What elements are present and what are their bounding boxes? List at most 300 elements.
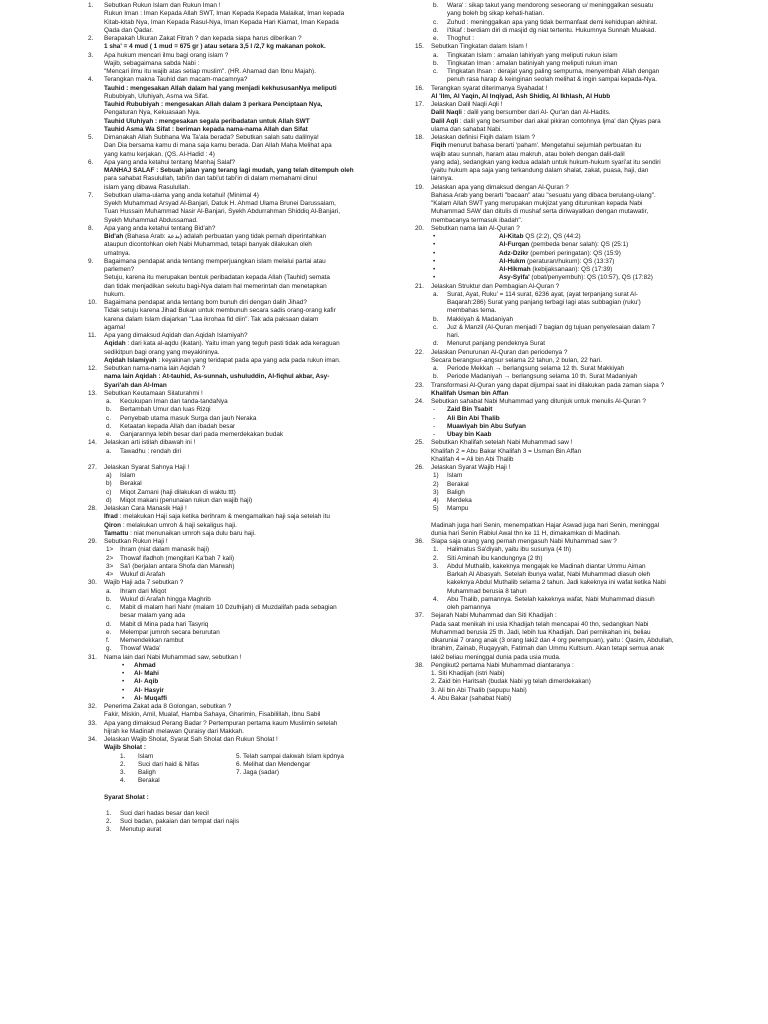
wajib-row — [104, 777, 362, 785]
sub-marker: a. — [433, 365, 439, 372]
question-number: 34. — [88, 736, 97, 743]
sub-item: e. Ganjarannya lebih besar dari pada memerdekakan budak — [106, 431, 284, 438]
question-line: laki2 beliau meninggal dunia pada usia muda. — [431, 653, 561, 661]
question-line: agama! — [104, 323, 126, 331]
question-line: yang kamu kerjakan. (QS. Al-Hadid : 4) — [104, 150, 215, 158]
wajib-row — [104, 753, 362, 761]
question-line: Terangkan makna Tauhid dan macam-macamnya? — [104, 76, 248, 84]
question-line: Bid'ah (Bahasa Arab: بدعة) adalah perbuatan yang tidak pernah diperintahkan — [104, 233, 327, 240]
sub-marker: 1) — [433, 472, 439, 480]
question-number: 22. — [415, 348, 424, 356]
bullet-icon: • — [122, 678, 125, 686]
question-line: hijrah ke Madinah melawan Quraisy dari Makkah. — [104, 727, 244, 735]
question-line: Siapa saja orang yang pernah mengasuh Nabi Muhammad saw ? — [431, 538, 617, 545]
dash-text: Zaid Bin Tsabit — [447, 406, 493, 414]
question-line: Jelaskan arti istilah dibawah ini ! — [104, 439, 196, 447]
sub-marker: c. — [433, 323, 438, 331]
question-line — [104, 373, 362, 381]
sub-item: b. Periode Madaniyah → berlangsung selama 10 th. Surat Madaniyah — [433, 373, 638, 381]
section-gap — [415, 514, 755, 522]
wajib-item-2: 7. Jaga (sadar) — [236, 769, 279, 776]
question-number: 36. — [415, 538, 424, 545]
left-column — [88, 2, 362, 835]
question-item — [88, 505, 362, 538]
question-line: Rububiyah, Uluhiyah, Asma wa Sifat. — [104, 92, 209, 100]
question-line: Sejarah Nabi Muhammad dan Siti Khadijah : — [431, 612, 557, 620]
right-column — [415, 2, 755, 703]
sub-marker: 3> — [106, 562, 114, 570]
sub-marker: g. — [106, 645, 112, 653]
sub-item: penuh rasa harap & keinginan seolah melihat & ingin sampai kepada-Nya. — [447, 76, 657, 84]
question-line: Apa yang anda ketahui tentang Manhaj Salaf? — [104, 158, 236, 166]
question-line: Sebutkan ulama-ulama yang anda ketahui! (Minimal 4) — [104, 191, 259, 199]
question-number: 15. — [415, 43, 424, 51]
sub-marker: d) — [106, 496, 112, 504]
question-item — [88, 464, 362, 505]
sub-item: b. Bertambah Umur dan luas Rizqi — [106, 406, 211, 414]
question-line: hukum. — [104, 290, 125, 298]
sub-item: Baqarah:286) Surat yang panjang terbagi lagi atas subbagian (ruku') — [447, 299, 641, 306]
question-line: Bagaimana pendapat anda tentang memperjuangkan islam melalui partai atau — [104, 257, 326, 265]
question-item — [415, 184, 755, 225]
bullet-icon: • — [433, 241, 436, 249]
question-number: 28. — [88, 505, 97, 512]
sub-marker: a. — [106, 587, 112, 595]
bullet-icon: • — [433, 249, 436, 257]
sub-item: c. Zuhud : meninggalkan apa yang tidak bermanfaat demi kehidupan akhirat. — [433, 18, 658, 26]
bullet-item — [104, 695, 362, 703]
question-number: 3. — [88, 51, 94, 59]
question-line: Wajib Haji ada 7 sebutkan ? — [104, 579, 184, 587]
question-number: 27. — [88, 463, 97, 471]
wajib-num: 2. — [120, 760, 126, 768]
sub-item: c. Juz & Manzil (Al-Quran menjadi 7 bagian dg tujuan penyelesaian dalam 7 — [433, 323, 656, 331]
bullet-item: • Adz-Dzikr (pemberi peringatan): QS (15:9) — [433, 249, 621, 257]
sub-marker: a. — [106, 398, 112, 405]
syarat-num: 2. — [106, 818, 112, 825]
question-item — [415, 382, 755, 399]
bullet-icon: • — [122, 670, 125, 677]
sub-item: 4. Abu Thalib, pamannya. Setelah kakeknya wafat, Nabi Muhammad diasuh — [433, 595, 655, 603]
sub-item: a) Islam — [106, 472, 136, 479]
bullet-term: Al-Kitab — [499, 233, 524, 240]
question-line: Secara berangsur-angsur selama 22 tahun, 2 bulan, 22 hari. — [431, 356, 602, 364]
spacer — [104, 786, 362, 794]
bold-label: Dalil Aqli — [431, 117, 459, 125]
question-line — [104, 126, 362, 134]
bullet-icon: • — [122, 694, 125, 702]
question-line: sedikitpun bagi orang yang meyakininya. — [104, 348, 220, 356]
syarat-title — [104, 794, 362, 802]
question-line: Pengikut2 pertama Nabi Muhammad diantaranya : — [431, 661, 574, 669]
sub-marker: 3. — [433, 562, 439, 570]
sub-marker: b. — [433, 2, 439, 9]
sub-marker: a. — [433, 51, 439, 59]
sub-item: d. Mabit di Mina pada hari Tasyriq — [106, 620, 209, 628]
wajib-item-2 — [236, 777, 362, 785]
question-line: ulama dan sahabat Nabi. — [431, 125, 503, 133]
question-line: Penerima Zakat ada 8 Golongan, sebutkan ? — [104, 703, 232, 710]
question-line: Apa hukum mencari ilmu bagi orang islam ? — [104, 51, 229, 59]
question-item — [415, 2, 755, 43]
question-line: Bahasa Arab yang berarti "bacaan" atau "sesuatu yang dibaca berulang-ulang". — [431, 191, 656, 199]
question-item — [415, 225, 755, 283]
question-number: 25. — [415, 439, 424, 447]
sub-item: e. Melempar jumroh secara berurutan — [106, 628, 220, 636]
question-line: Pengaturan Nya, Kekuasaan Nya. — [104, 109, 201, 117]
bullet-item: • Asy-Syifa' (obat/penyembuh): QS (10:57), QS (17:82) — [433, 274, 653, 282]
question-line — [104, 43, 362, 51]
question-item — [88, 2, 362, 35]
question-number: 18. — [415, 134, 424, 141]
question-item — [415, 134, 755, 184]
question-line: 3. Ali bin Abi Thalib (sepupu Nabi) — [431, 686, 527, 694]
question-line: "Mencari ilmu itu wajib atas setiap muslim". (HR. Ahamad dan Ibnu Majah). — [104, 68, 316, 75]
sub-marker: d. — [433, 26, 439, 34]
bold-label: Ifrad — [104, 513, 118, 521]
bold-label: Tamattu — [104, 529, 129, 537]
sub-item: 1> Ihram (niat dalam manasik haji) — [106, 546, 210, 554]
question-item — [88, 35, 362, 52]
dash-item — [431, 423, 755, 431]
sub-item: b. Makkiyah & Madaniyah — [433, 315, 514, 323]
sub-marker: 4) — [433, 497, 439, 504]
question-item — [88, 332, 362, 365]
question-line: 2. Zaid bin Haritsah (budak Nabi yg telah dimerdekakan) — [431, 678, 591, 686]
question-line — [104, 167, 362, 175]
sub-item: b) Berakal — [106, 480, 142, 488]
question-item — [88, 736, 362, 835]
bold-text: 1 sha' = 4 mud ( 1 mud = 675 gr ) atau setara 3,5 l /2,7 kg makanan pokok. — [104, 43, 326, 51]
sub-item: a. Tingkatan Islam : amalan lahiriyah yang meliputi rukun islam — [433, 51, 618, 59]
bullet-item — [104, 678, 362, 686]
bullet-item — [104, 670, 362, 678]
question-line: ataupun dicontohkan oleh Nabi Muhammad, tetapi banyak dilakukan oleh — [104, 241, 312, 249]
question-item — [415, 398, 755, 439]
spacer — [104, 802, 362, 810]
sub-marker: 2> — [106, 554, 114, 562]
sub-marker: c) — [106, 488, 112, 496]
question-line: Jelaskan definisi Fiqih dalam Islam ? — [431, 134, 536, 141]
question-item — [88, 390, 362, 440]
bullet-icon: • — [433, 266, 436, 273]
question-line: Transformasi Al-Quran yang dapat dijumpai saat ini dilakukan pada zaman siapa ? — [431, 381, 665, 389]
dash-marker: - — [433, 422, 436, 430]
question-line: Apa yang anda ketahui tentang Bid'ah? — [104, 224, 216, 232]
question-line: Tamattu : niat menunaikan umroh saja dulu baru haji. — [104, 529, 256, 537]
sub-item: membahas tema. — [447, 307, 497, 315]
question-item — [88, 76, 362, 134]
question-line: Rukun Iman : Iman Kepada Allah SWT, Iman Kepada Kepada Malaikat, Iman kepada — [104, 10, 345, 18]
question-item — [415, 538, 755, 612]
bold-text: Syarat Sholat : — [104, 793, 149, 801]
sub-item: c. Tingkatan Ihsan : derajat yang paling sempurna, menyembah Allah dengan — [433, 68, 660, 75]
question-line: Apa yang dimaksud Perang Badar ? Pertempuran pertama kaum Muslimin setelah — [104, 719, 338, 727]
question-line: Dalil Naqli : dalil yang bersumber dari Al- Qur'an dan Al-Hadits. — [431, 109, 611, 117]
question-line: Tidak setuju karena Jihad Bukan untuk membunuh secara sadis orang-orang kafir — [104, 307, 336, 315]
bullet-icon: • — [122, 686, 125, 694]
question-line: Khalifah 2 = Abu Bakar Khalifah 3 = Usman Bin Affan — [431, 447, 582, 455]
sub-item: d. Menurut panjang pendeknya Surat — [433, 340, 546, 348]
question-number: 13. — [88, 389, 97, 397]
dash-item — [431, 431, 755, 439]
question-line: Jelaskan Syarat Wajib Haji ! — [431, 464, 511, 471]
question-line: Apa yang dimaksud Aqidah dan Aqidah Islamiyah? — [104, 332, 248, 339]
bullet-icon: • — [433, 257, 436, 265]
bullet-text: Al- Hasyir — [134, 686, 164, 694]
question-line — [104, 744, 362, 752]
question-line: Fakir, Miskin, Amil, Mualaf, Hamba Sahaya, Gharimin, Fisabilillah, Ibnu Sabil — [104, 711, 321, 719]
dash-marker: - — [433, 431, 436, 438]
question-line: Muhammad berusia 25 th. Jadi, lebih tua Khadijah. Dari pernikahan ini, beliau — [431, 628, 651, 636]
sub-item: g. Thowaf Wada' — [106, 645, 161, 653]
question-number: 10. — [88, 299, 97, 306]
question-number: 9. — [88, 257, 94, 265]
question-number: 14. — [88, 439, 97, 447]
question-line: karena dalam Islam diajarkan "Laa ikrohaa fid diin". Tak ada paksaan dalam — [104, 315, 319, 323]
question-number: 19. — [415, 183, 424, 191]
sub-marker: b. — [433, 59, 439, 67]
question-number: 8. — [88, 224, 94, 232]
question-line: Jelaskan Syarat Sahnya Haji ! — [104, 463, 190, 471]
sub-item: a. Ihram dari Miqot — [106, 587, 167, 595]
wajib-row — [104, 761, 362, 769]
question-line: Madinah juga hari Senin, menempatkan Hajar Aswad juga hari Senin, meninggal — [431, 521, 660, 529]
question-line: Nama lain dari Nabi Muhammad saw, sebutkan ! — [104, 653, 242, 661]
bold-text: nama lain Aqidah : At-tauhid, As-sunnah, ushuluddin, Al-fiqhul akbar, Asy- — [104, 373, 330, 381]
bold-text: Al 'Ilm, Al Yaqin, Al Inqiyad, Ash Shidiq, Al Ikhlash, Al Hubb — [431, 92, 611, 100]
question-number: 5. — [88, 134, 94, 141]
sub-item: besar malam yang ada — [120, 612, 186, 620]
question-number: 11. — [88, 332, 97, 339]
question-line: Sebutkan nama-nama lain Aqidah ? — [104, 365, 206, 372]
wajib-item: Berakal — [138, 777, 160, 785]
bullet-icon: • — [122, 661, 125, 669]
sub-item: oleh pamannya — [447, 604, 491, 611]
question-number: 23. — [415, 381, 424, 389]
sub-marker: a) — [106, 472, 112, 479]
bullet-item — [104, 662, 362, 670]
sub-marker: d. — [433, 340, 439, 348]
question-line: Kitab-kitab Nya, Iman Kepada Rasul-Nya, Iman Kepada Hari Kiamat, Iman Kepada — [104, 18, 339, 26]
bold-label: Aqidah Islamiyah — [104, 356, 157, 364]
sub-item: 4> Wukuf di Arafah — [106, 571, 165, 578]
question-line: Sebutkan nama lain Al-Quran ? — [431, 224, 520, 232]
sub-item: b. Wara' : sikap takut yang mendorong seseorang u/ meninggalkan sesuatu — [433, 2, 654, 9]
question-number: 4. — [88, 76, 94, 84]
question-number: 20. — [415, 224, 424, 232]
sub-marker: b. — [106, 595, 112, 603]
bold-text: MANHAJ SALAF : Sebuah jalan yang terang lagi mudah, yang telah ditempuh oleh — [104, 167, 354, 174]
bullet-text: Al- Aqib — [134, 678, 159, 686]
sub-marker: c. — [433, 68, 438, 75]
question-number: 29. — [88, 538, 97, 545]
question-line: Dalil Aqli : dalil yang bersumber dari akal pikiran contohnya Ijma' dan Qiyas para — [431, 117, 661, 125]
sub-item: b. Wukuf di Arafah hingga Maghrib — [106, 595, 211, 603]
question-line: Jelaskan Penurunan Al-Quran dan periodenya ? — [431, 348, 568, 356]
bold-label: Qiron — [104, 521, 122, 529]
question-line: Muhammad SAW dan ditulis di mushaf serta diriwayatkan dengan mutawatir, — [431, 208, 649, 216]
sub-marker: c. — [106, 604, 111, 611]
question-number: 26. — [415, 464, 424, 471]
dash-item — [431, 406, 755, 414]
question-item — [415, 464, 755, 514]
sub-marker: b. — [433, 315, 439, 323]
sub-item: 1. Halimatus Sa'diyah, yaitu ibu susunya (4 th) — [433, 546, 572, 554]
question-item — [415, 522, 755, 539]
question-number: 21. — [415, 282, 424, 290]
question-line: Jelaskan Cara Manasik Haji ! — [104, 505, 187, 512]
bullet-text: Al- Mahi — [134, 670, 159, 677]
sub-item: c) Miqot Zamani (haji dilakukan di waktu ttt) — [106, 488, 236, 496]
question-number: 16. — [415, 84, 424, 92]
question-line: dikaruniai 7 orang anak (3 orang laki2 dan 4 org perempuan), yaitu : Qasim, Abdullah, — [431, 637, 674, 644]
sub-item: 3> Sa'i (berjalan antara Shofa dan Marwah) — [106, 562, 235, 570]
sub-item: d. Ketaatan kepada Allah dan ibadah besar — [106, 422, 236, 430]
wajib-item: Islam — [138, 752, 154, 760]
dash-marker: - — [433, 406, 436, 414]
question-item — [88, 258, 362, 299]
sub-item: d) Miqot makani (penunaian rukun dan wajib haji) — [106, 496, 253, 504]
bold-text: Tauhid Uluhiyah : mengesakan segala peribadatan untuk Allah SWT — [104, 117, 310, 125]
question-item — [415, 439, 755, 464]
sub-item: f. Memendekkan rambut — [106, 637, 184, 644]
sub-marker: b) — [106, 480, 112, 488]
bold-label: Bid'ah — [104, 233, 124, 240]
question-line: Jelaskan Wajib Sholat, Syarat Sah Sholat dan Rukun Sholat ! — [104, 736, 278, 743]
sub-marker: 2. — [433, 554, 439, 562]
question-line: Sebutkan sahabat Nabi Muhammad yang ditunjuk untuk menulis Al-Quran ? — [431, 398, 646, 405]
question-item — [88, 134, 362, 159]
bullet-term: Al-Furqan — [499, 241, 530, 249]
question-line: Dimanakah Allah Subhana Wa Ta'ala berada? Sebutkan salah satu dalilnya! — [104, 134, 319, 141]
sub-marker: 5) — [433, 505, 439, 513]
question-line: Aqidah Islamiyah : keyakinan yang teridapat pada apa yang ada pada rukun iman. — [104, 356, 341, 364]
question-number: 7. — [88, 191, 94, 199]
question-item — [88, 159, 362, 192]
syarat-item: 3. Menutup aurat — [106, 826, 162, 834]
question-number: 12. — [88, 365, 97, 372]
question-number: 38. — [415, 661, 424, 669]
question-number: 2. — [88, 35, 94, 42]
question-line: Qiron : melakukan umroh & haji sekaligus haji. — [104, 521, 237, 529]
bullet-term: Al-Hukm — [499, 257, 526, 265]
question-line: "Kalam Allah SWT yang merupakan mukjizat yang diturunkan kepada Nabi — [431, 200, 643, 207]
sub-marker: a. — [433, 290, 439, 298]
question-number: 32. — [88, 703, 97, 710]
bullet-text: Al- Muqaffi — [134, 694, 168, 702]
question-line: Syekh Muhammad Arsyad Al-Banjari, Datuk H. Ahmad Ulama Brunei Darussalam, — [104, 200, 336, 207]
question-line — [104, 382, 362, 390]
bold-label: Fiqih — [431, 142, 447, 150]
sub-marker: f. — [106, 637, 110, 644]
wajib-row — [104, 769, 362, 777]
question-item — [415, 101, 755, 134]
question-item — [88, 225, 362, 258]
dash-item — [431, 415, 755, 423]
bullet-item: • Al-Hukm (peraturan/hukum): QS (13:37) — [433, 257, 615, 265]
question-line: Khalifah 4 = Ali bin Abi Thalib — [431, 455, 514, 463]
dash-text: Ali Bin Abi Thalib — [447, 414, 500, 422]
sub-marker: 1> — [106, 546, 114, 554]
question-number: 6. — [88, 158, 94, 166]
question-line: parlemen? — [104, 266, 135, 273]
sub-item: 2. Siti Aminah ibu kandungnya (2 th) — [433, 554, 543, 562]
bullet-icon: • — [433, 233, 436, 240]
question-item — [88, 538, 362, 579]
question-number: 37. — [415, 612, 424, 620]
sub-item: 3) Baligh — [433, 488, 465, 496]
question-line: Sebutkan Rukun Haji ! — [104, 538, 168, 545]
question-number: 24. — [415, 398, 424, 405]
section-gap — [88, 456, 362, 464]
question-line: Jelaskan Struktur dan Pembagian Al-Quran ? — [431, 282, 560, 290]
question-item — [415, 349, 755, 382]
question-item — [88, 654, 362, 704]
sub-item: Barkah Al Abasyah. Setelah ibunya wafat, Nabi Muhammad diasuh oleh — [447, 571, 651, 578]
sub-item: 3. Abdul Muthalib, kakeknya mengajak ke Madinah diantar Ummu Aiman — [433, 562, 646, 570]
question-number: 1. — [88, 2, 94, 9]
bold-text: Wajib Sholat : — [104, 744, 147, 752]
bullet-item: • Al-Hikmah (kebijaksanaan): QS (17:39) — [433, 266, 613, 273]
question-item — [88, 365, 362, 390]
question-line: umatnya. — [104, 249, 131, 257]
question-item — [88, 720, 362, 737]
syarat-num: 3. — [106, 826, 112, 834]
wajib-item-2: 6. Melihat dan Mendengar — [236, 760, 311, 768]
wajib-num: 1. — [120, 752, 126, 760]
bullet-text: Ahmad — [134, 661, 156, 669]
question-line: Terangkan syarat diterimanya Syahadat ! — [431, 84, 548, 92]
sub-item: Muhammad berusia 8 tahun — [447, 587, 527, 595]
question-item — [415, 612, 755, 662]
bold-text: Tauhid : mengesakan Allah dalam hal yang menjadi kekhususanNya meliputi — [104, 84, 337, 92]
sub-item: 4) Merdeka — [433, 497, 472, 504]
wajib-num: 3. — [120, 769, 126, 776]
wajib-num: 4. — [120, 777, 126, 785]
bold-text: Khalifah Usman bin Affan — [431, 389, 509, 397]
syarat-item: 2. Suci badan, pakaian dan tempat dari najis — [106, 818, 240, 825]
question-line: Fiqih menurut bahasa berarti 'paham'. Mengetahui sejumlah perbuatan itu — [431, 142, 642, 150]
sub-marker: b. — [106, 406, 112, 414]
question-line: Qada dan Qadar. — [104, 26, 154, 34]
question-line: Sebutkan Keutamaan Silaturahmi ! — [104, 389, 203, 397]
bullet-item: • Al-Furqan (pembeda benar salah): QS (25:1) — [433, 241, 629, 249]
question-item — [88, 52, 362, 77]
sub-item: hari. — [447, 332, 460, 339]
dash-text: Ubay bin Kaab — [447, 431, 492, 438]
question-number: 30. — [88, 579, 97, 587]
question-line: wajib atau sunnah, haram atau makruh, atau boleh dengan dalil-dalil — [431, 150, 625, 158]
question-line: islam yang dibawa Rasulullah. — [104, 183, 190, 191]
sub-item: a. Tawadhu : rendah diri — [106, 447, 182, 455]
sub-item: b. Tingkatan Iman : amalan batiniyah yang meliputi rukun iman — [433, 59, 618, 67]
question-item — [415, 283, 755, 349]
question-line: Sebutkan Tingkatan dalam Islam ! — [431, 43, 528, 51]
bold-label: Aqidah — [104, 340, 126, 348]
question-line: Ibrahim, Zainab, Ruqayyah, Fatimah dan Ummu Kultsum. Akan tetapi semua anak — [431, 645, 665, 653]
question-line: Berapakah Ukuran Zakat Fitrah ? dan kepada siapa harus diberikan ? — [104, 35, 302, 42]
question-line — [104, 85, 362, 93]
sub-item: c. Mabit di malam hari Nahr (malam 10 Dzulhijah) di Muzdalifah pada sebagian — [106, 604, 337, 611]
question-line: Pada saat menikah ini usia Khadijah telah mencapai 40 thn, sedangkan Nabi — [431, 620, 649, 628]
question-line: Wajib, sebagaimana sabda Nabi : — [104, 59, 200, 67]
question-item — [415, 85, 755, 102]
question-line: Jelaskan apa yang dimaksud dengan Al-Quran ? — [431, 183, 569, 191]
question-line: para sahabat Rasulullah, tabi'in dan tabi'ut tabi'in di dalam memahami dinul — [104, 175, 317, 183]
dash-text: Muawiyah bin Abu Sufyan — [447, 422, 526, 430]
question-line: 4. Abu Bakar (sahabat Nabi) — [431, 694, 512, 702]
